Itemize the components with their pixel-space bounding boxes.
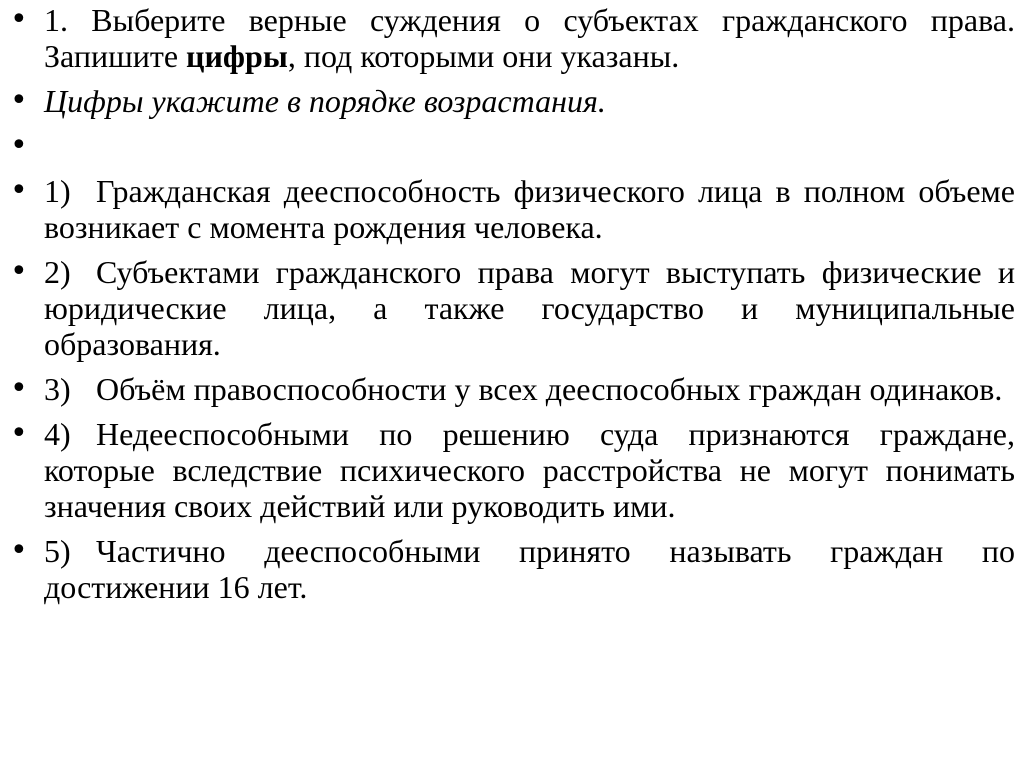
bullet-icon: • (10, 416, 28, 451)
task-text-end: , под которыми они указаны. (287, 38, 680, 74)
statement-number: 3) (44, 371, 71, 407)
statement-item-2 (10, 254, 1015, 362)
statement-item-4 (10, 416, 1015, 524)
empty-item (10, 128, 1015, 164)
bullet-icon: • (10, 2, 28, 37)
statement-text: Частично дееспособными принято называть граждан по достижении 16 лет. (44, 533, 1015, 605)
statement-text: Гражданская дееспособность физического лица в полном объеме возникает с момента рождения человека. (44, 173, 1015, 245)
bullet-icon: • (10, 128, 28, 163)
task-item (10, 2, 1015, 74)
bullet-icon: • (10, 371, 28, 406)
instruction-text: Цифры укажите в порядке возрастания. (44, 83, 606, 119)
statement-text: Объём правоспособности у всех дееспособных граждан одинаков. (96, 371, 1003, 407)
statement-number: 4) (44, 416, 71, 452)
bullet-icon: • (10, 533, 28, 568)
statement-number: 2) (44, 254, 71, 290)
statement-text: Недееспособными по решению суда признаются граждане, которые вследствие психического расстройства не могут понимать значения своих действий или руководить ими. (44, 416, 1015, 524)
statement-text: Субъектами гражданского права могут выступать физические и юридические лица, а также государство и муниципальные образования. (44, 254, 1015, 362)
statement-number: 5) (44, 533, 71, 569)
bullet-icon: • (10, 254, 28, 289)
task-text-start: 1. Выберите верные суждения о субъектах гражданского права. Запишите (44, 2, 1015, 74)
bullet-list (10, 2, 1015, 614)
bullet-icon: • (10, 83, 28, 118)
task-bold-word: цифры (186, 38, 288, 74)
instruction-item (10, 83, 1015, 119)
statement-item-1 (10, 173, 1015, 245)
statement-number: 1) (44, 173, 71, 209)
bullet-icon: • (10, 173, 28, 208)
statement-item-3 (10, 371, 1015, 407)
statement-item-5 (10, 533, 1015, 605)
